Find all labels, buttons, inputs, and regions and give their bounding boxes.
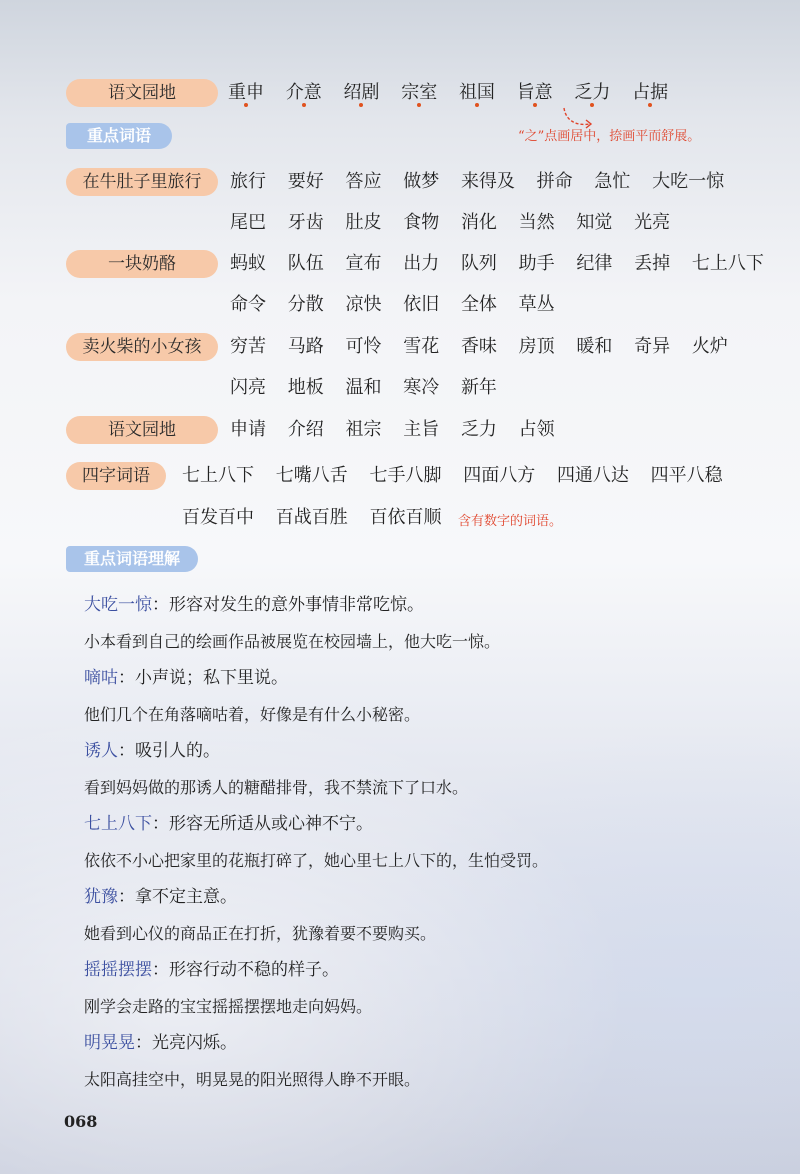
- definition-6: [84, 958, 339, 982]
- word: 房顶: [518, 336, 555, 357]
- page-number: 068: [64, 1112, 98, 1131]
- definition-4: [84, 812, 373, 836]
- lesson-3-line-2: [230, 374, 513, 402]
- word: 当然: [518, 212, 555, 233]
- definition-meaning: ：吸引人的。: [118, 741, 220, 761]
- word: 可怜: [345, 336, 382, 357]
- example-4: 依依不小心把家里的花瓶打碎了，她心里七上八下的，生怕受罚。: [84, 851, 549, 870]
- word: 全体: [460, 294, 497, 315]
- word: 新年: [460, 377, 497, 398]
- idiom: 百发百中: [182, 507, 254, 528]
- word: 暖和: [576, 336, 613, 357]
- word: 寒冷: [403, 377, 440, 398]
- word: 七上八下: [691, 253, 764, 274]
- word: 绍剧: [343, 82, 380, 103]
- lesson-2-line-1: [230, 250, 780, 278]
- word: 温和: [345, 377, 382, 398]
- lesson-1-line-1: [230, 168, 740, 196]
- definition-term: 诱人: [84, 741, 118, 761]
- definition-term: 摇摇摆摆: [84, 960, 152, 980]
- idiom: 百依百顺: [369, 507, 442, 528]
- word: 纪律: [576, 253, 613, 274]
- word: 知觉: [576, 212, 613, 233]
- word: 申请: [230, 419, 266, 440]
- definition-meaning: ：形容无所适从或心神不宁。: [152, 814, 373, 834]
- definition-term: 七上八下: [84, 814, 152, 834]
- word: 队列: [460, 253, 497, 274]
- definition-term: 明晃晃: [84, 1033, 135, 1053]
- tag-lesson-2: 一块奶酪: [66, 250, 218, 278]
- lesson-4-line-1: [230, 416, 571, 444]
- word: 介绍: [287, 419, 324, 440]
- word: 介意: [285, 82, 322, 103]
- four-char-line-2: [182, 504, 457, 532]
- word: 祖国: [458, 82, 495, 103]
- word: 穷苦: [230, 336, 266, 357]
- example-2: 他们几个在角落嘀咕着，好像是有什么小秘密。: [84, 705, 421, 724]
- tag-lesson-4: 语文园地: [66, 416, 218, 444]
- definition-term: 大吃一惊: [84, 595, 152, 615]
- word: 闪亮: [230, 377, 266, 398]
- tag-lesson-3: 卖火柴的小女孩: [66, 333, 218, 361]
- word: 地板: [287, 377, 324, 398]
- word: 雪花: [403, 336, 440, 357]
- section-title-understanding: 重点词语理解: [66, 546, 198, 572]
- tag-lesson-1: 在牛肚子里旅行: [66, 168, 218, 196]
- word: 旅行: [230, 171, 266, 192]
- word: 命令: [230, 294, 266, 315]
- idiom: 七手八脚: [369, 465, 442, 486]
- tag-yuwen-yuandi-top: 语文园地: [66, 79, 218, 107]
- idiom: 七上八下: [182, 465, 254, 486]
- word: 依旧: [403, 294, 440, 315]
- section-title-key-words: 重点词语: [66, 123, 172, 149]
- word: 出力: [403, 253, 440, 274]
- definition-5: [84, 885, 237, 909]
- word: 乏力: [574, 82, 611, 103]
- definition-meaning: ：形容对发生的意外事情非常吃惊。: [152, 595, 424, 615]
- word: 火炉: [691, 336, 728, 357]
- word: 食物: [403, 212, 440, 233]
- word: 来得及: [460, 171, 515, 192]
- word: 香味: [460, 336, 497, 357]
- idiom: 百战百胜: [275, 507, 348, 528]
- example-7: 太阳高挂空中，明晃晃的阳光照得人睁不开眼。: [84, 1070, 421, 1089]
- definition-term: 嘀咕: [84, 668, 118, 688]
- example-1: 小本看到自己的绘画作品被展览在校园墙上，他大吃一惊。: [84, 632, 501, 651]
- definition-term: 犹豫: [84, 887, 118, 907]
- word: 拼命: [536, 171, 573, 192]
- idiom: 四平八稳: [650, 465, 723, 486]
- word: 分散: [287, 294, 324, 315]
- idiom: 四面八方: [463, 465, 536, 486]
- word: 祖宗: [345, 419, 382, 440]
- word: 旨意: [516, 82, 553, 103]
- word: 丢掉: [634, 253, 671, 274]
- note-zhi: “之”点画居中，捺画平而舒展。: [518, 129, 701, 144]
- definition-3: [84, 739, 220, 763]
- word: 宗室: [401, 82, 438, 103]
- example-6: 刚学会走路的宝宝摇摇摆摆地走向妈妈。: [84, 997, 373, 1016]
- word: 奇异: [634, 336, 671, 357]
- word: 牙齿: [287, 212, 324, 233]
- word: 宣布: [345, 253, 382, 274]
- lesson-2-line-2: [230, 291, 571, 319]
- lesson-3-line-1: [230, 333, 744, 361]
- note-numbers: 含有数字的词语。: [458, 514, 563, 529]
- word: 助手: [518, 253, 555, 274]
- word: 光亮: [634, 212, 671, 233]
- top-row-words: [228, 79, 684, 107]
- example-5: 她看到心仪的商品正在打折，犹豫着要不要购买。: [84, 924, 437, 943]
- word: 做梦: [403, 171, 440, 192]
- word: 消化: [460, 212, 497, 233]
- word: 答应: [345, 171, 382, 192]
- word: 急忙: [594, 171, 631, 192]
- definition-meaning: ：拿不定主意。: [118, 887, 237, 907]
- definition-7: [84, 1031, 237, 1055]
- word: 重申: [228, 82, 264, 103]
- word: 主旨: [403, 419, 440, 440]
- word: 蚂蚁: [230, 253, 266, 274]
- word: 占领: [518, 419, 555, 440]
- definition-meaning: ：光亮闪烁。: [135, 1033, 237, 1053]
- idiom: 四通八达: [556, 465, 629, 486]
- tag-four-char: 四字词语: [66, 462, 166, 490]
- definition-1: [84, 593, 424, 617]
- word: 大吃一惊: [652, 171, 725, 192]
- word: 队伍: [287, 253, 324, 274]
- word: 乏力: [460, 419, 497, 440]
- word: 占据: [632, 82, 669, 103]
- lesson-1-line-2: [230, 209, 686, 237]
- word: 尾巴: [230, 212, 266, 233]
- word: 肚皮: [345, 212, 382, 233]
- word: 要好: [287, 171, 324, 192]
- word: 马路: [287, 336, 324, 357]
- idiom: 七嘴八舌: [275, 465, 348, 486]
- word: 草丛: [518, 294, 555, 315]
- definition-meaning: ：形容行动不稳的样子。: [152, 960, 339, 980]
- definition-meaning: ：小声说；私下里说。: [118, 668, 288, 688]
- definition-2: [84, 666, 288, 690]
- word: 凉快: [345, 294, 382, 315]
- example-3: 看到妈妈做的那诱人的糖醋排骨，我不禁流下了口水。: [84, 778, 469, 797]
- four-char-line-1: [182, 462, 739, 490]
